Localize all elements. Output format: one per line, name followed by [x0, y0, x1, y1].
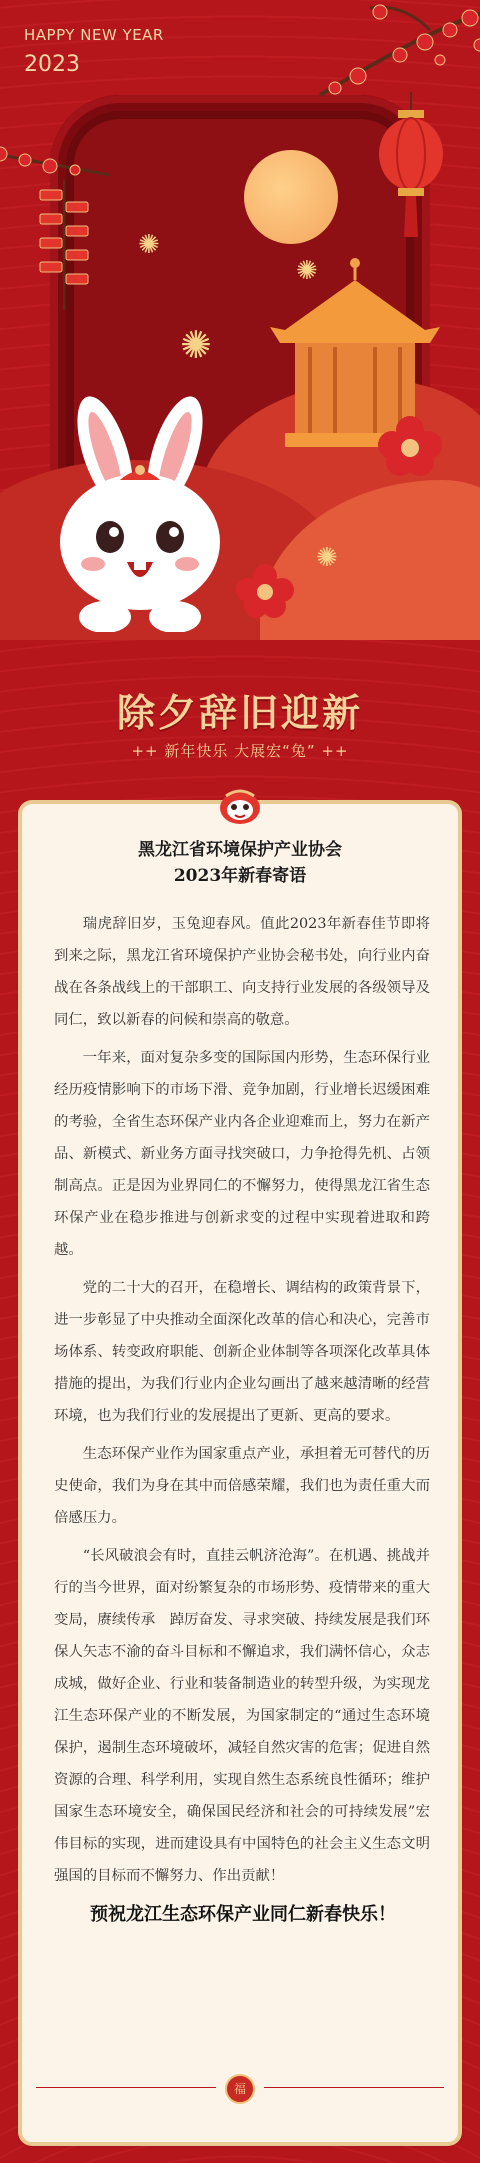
letter-paragraph: 生态环保产业作为国家重点产业，承担着无可替代的历史使命，我们为身在其中而倍感荣耀，我们也为责任重大而倍感压力。	[54, 1446, 430, 1526]
letter-title: 黑龙江省环境保护产业协会	[138, 840, 342, 860]
firework-icon: ✺	[180, 323, 212, 367]
lion-mascot-icon	[218, 786, 262, 826]
letter-card	[22, 804, 458, 2142]
lantern-icon	[376, 92, 446, 242]
closing-wish: 预祝龙江生态环保产业同仁新春快乐！	[90, 1904, 396, 1925]
firework-icon: ✺	[296, 256, 318, 286]
footer-divider	[264, 2087, 444, 2088]
firework-icon: ✺	[316, 543, 338, 573]
letter-paragraph: 党的二十大的召开，在稳增长、调结构的政策背景下，进一步彰显了中央推动全面深化改革的信心和决心，完善市场体系、转变政府职能、创新企业体制等各项深化改革具体措施的提出，为我们行业内企业勾画出了越来越清晰的经营环境，也为我们行业的发展提出了更新、更高的要求。	[54, 1280, 430, 1424]
letter-body	[54, 908, 430, 1932]
moon-icon	[244, 150, 338, 244]
letter-subtitle: 2023年新春寄语	[173, 866, 307, 886]
letter-paragraph: “长风破浪会有时，直挂云帆济沧海”。在机遇、挑战并行的当今世界，面对纷繁复杂的市场形势、疫情带来的重大变局，赓续传承 踔厉奋发、寻求突破、持续发展是我们环保人矢志不渝的奋斗目标和不懈追求，我们满怀信心，众志成城，做好企业、行业和装备制造业的转型升级，为实现龙江生态环保产业的不断发展，为国家制定的“通过生态环境保护，遏制生态环境破坏，减轻自然灾害的危害；促进自然资源的合理、科学利用，实现自然生态系统良性循环；维护国家生态环境安全，确保国民经济和社会的可持续发展”宏伟目标的实现，进而建设具有中国特色的社会主义生态文明强国的目标而不懈努力、作出贡献！	[54, 1548, 430, 1884]
footer-divider	[36, 2087, 216, 2088]
letter-paragraph: 一年来，面对复杂多变的国际国内形势，生态环保行业经历疫情影响下的市场下滑、竞争加剧，行业增长迟缓困难的考验，全省生态环保产业内各企业迎难而上，努力在新产品、新模式、新业务方面寻找突破口，力争抢得先机、占领制高点。正是因为业界同仁的不懈努力，使得黑龙江省生态环保产业在稳步推进与创新求变的过程中实现着进取和跨越。	[54, 1050, 430, 1258]
firecracker-icon	[34, 180, 94, 320]
hero-banner	[0, 0, 480, 640]
rabbit-icon	[45, 392, 235, 632]
fu-badge: 福	[225, 2074, 255, 2104]
sub-title: ++ 新年快乐 大展宏“兔” ++	[131, 742, 349, 760]
greeting-en: HAPPY NEW YEAR	[24, 26, 164, 44]
letter-paragraph: 瑞虎辞旧岁，玉兔迎春风。值此2023年新春佳节即将到来之际，黑龙江省环境保护产业协会秘书处，向行业内奋战在各条战线上的干部职工、向支持行业发展的各级领导及同仁，致以新春的问候和崇高的敬意。	[54, 916, 430, 1028]
firework-icon: ✺	[138, 230, 160, 260]
year-label: 2023	[24, 52, 80, 77]
flower-icon	[230, 560, 300, 620]
main-title: 除夕辞旧迎新	[116, 691, 363, 735]
flower-icon	[370, 410, 450, 480]
